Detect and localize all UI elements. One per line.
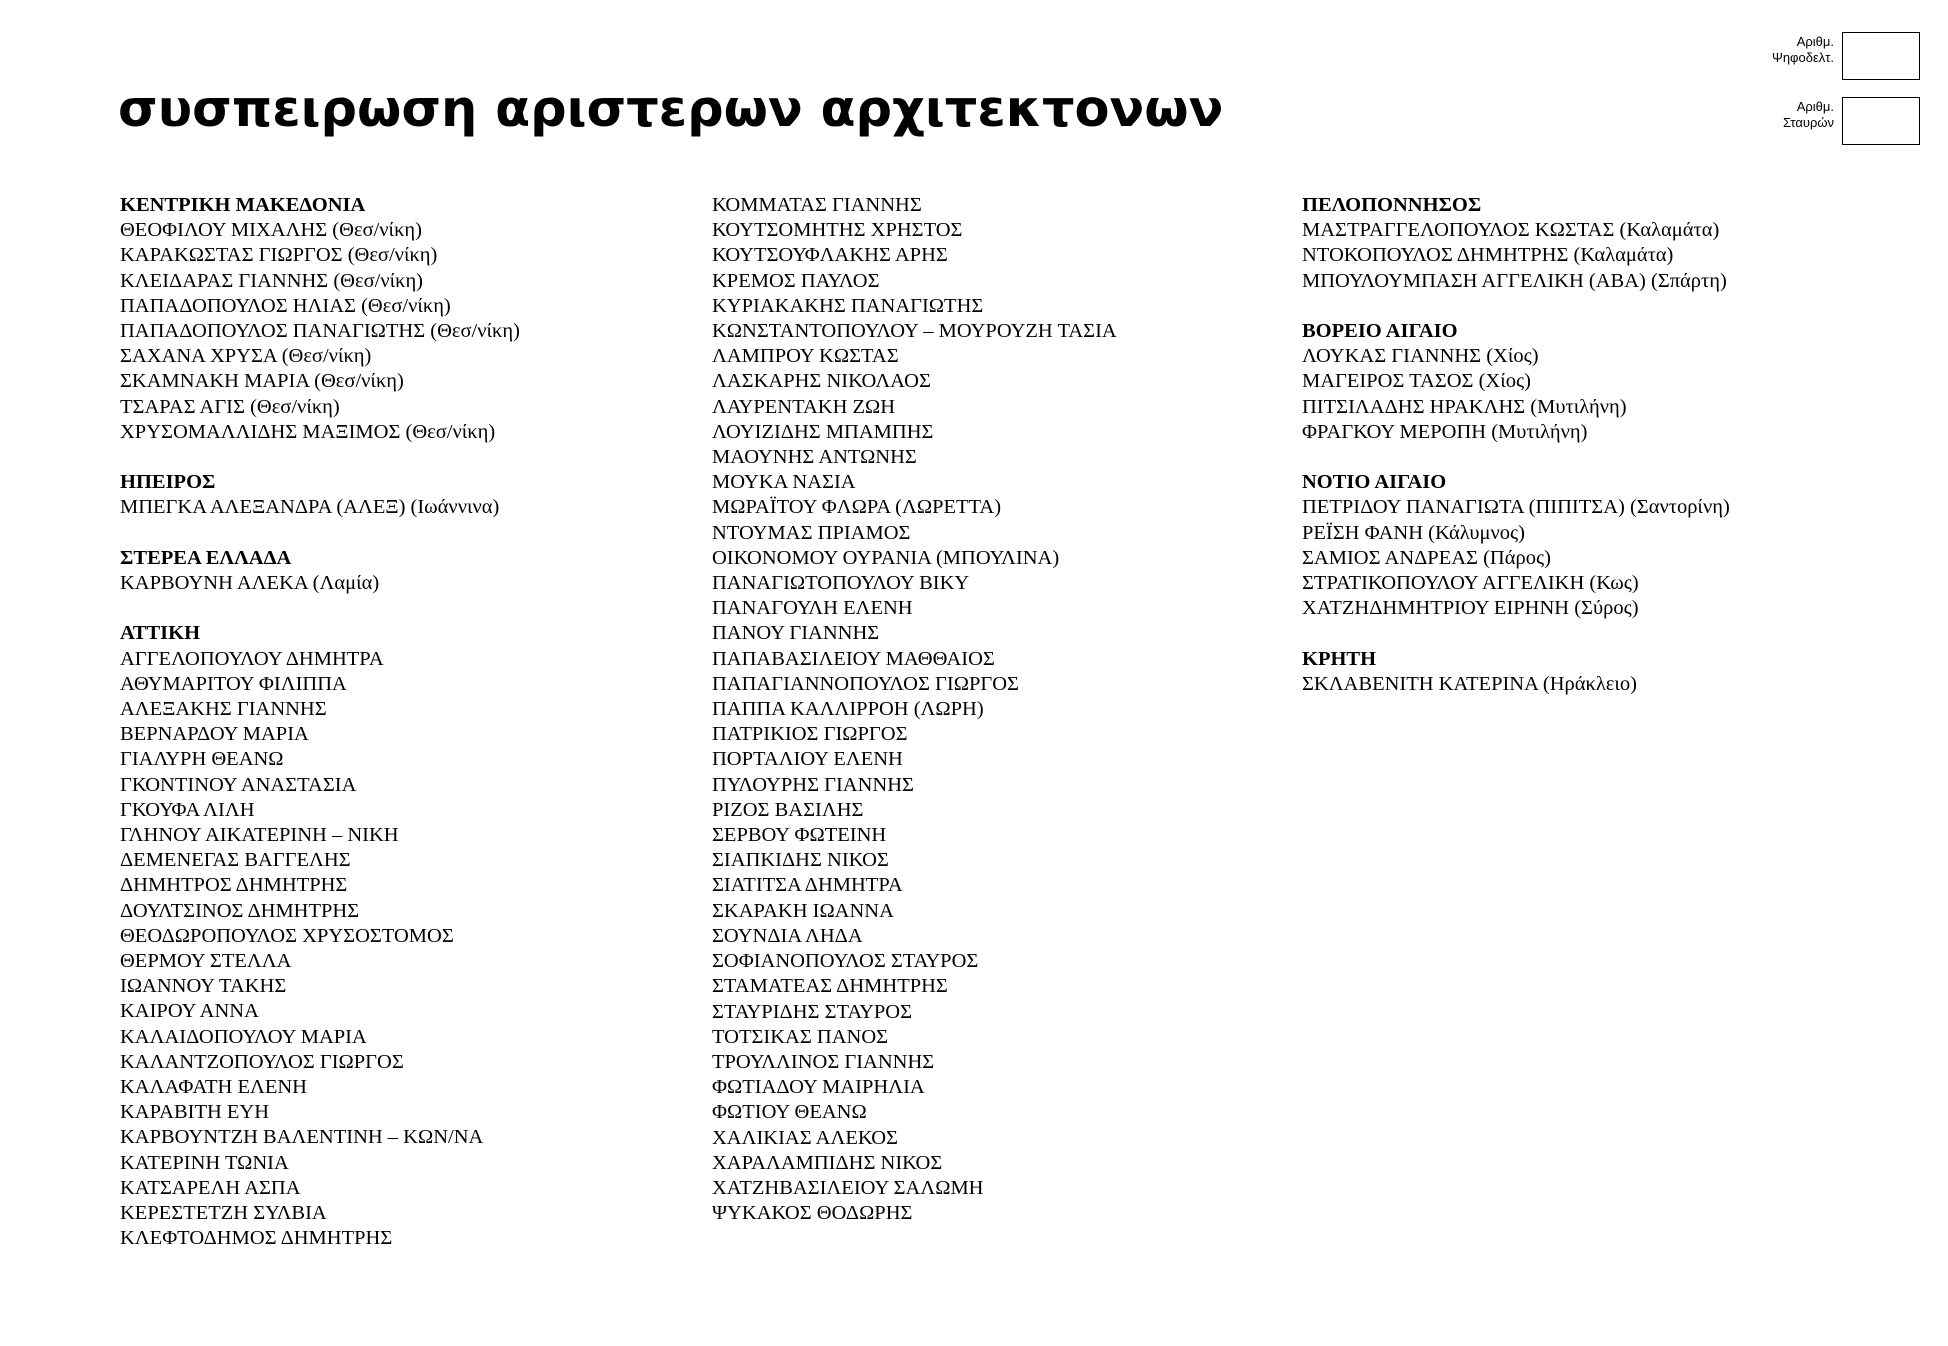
candidate-name: ΤΟΤΣΙΚΑΣ ΠΑΝΟΣ	[712, 1025, 889, 1048]
candidate-name: ΜΑΟΥΝΗΣ ΑΝΤΩΝΗΣ	[712, 446, 917, 469]
region-section	[120, 193, 520, 445]
candidate-name: ΓΚΟΥΦΑ ΛΙΛΗ	[120, 798, 255, 821]
region-title: ΠΕΛΟΠΟΝΝΗΣΟΣ	[1302, 194, 1482, 216]
candidate-name: ΜΑΣΤΡΑΓΓΕΛΟΠΟΥΛΟΣ ΚΩΣΤΑΣ (Καλαμάτα)	[1302, 219, 1720, 242]
candidate-name: ΛΑΥΡΕΝΤΑΚΗ ΖΩΗ	[712, 395, 896, 418]
candidate-name: ΡΕΪΣΗ ΦΑΝΗ (Κάλυμνος)	[1302, 521, 1525, 544]
candidate-name: ΧΑΡΑΛΑΜΠΙΔΗΣ ΝΙΚΟΣ	[712, 1151, 943, 1174]
region-section	[120, 546, 520, 596]
candidate-column-3	[1302, 193, 1730, 722]
candidate-name: ΓΛΗΝΟΥ ΑΙΚΑΤΕΡΙΝΗ – ΝΙΚΗ	[120, 824, 399, 847]
candidate-name: ΚΑΛΑΙΔΟΠΟΥΛΟΥ ΜΑΡΙΑ	[120, 1025, 367, 1048]
candidate-name: ΚΟΜΜΑΤΑΣ ΓΙΑΝΝΗΣ	[712, 194, 922, 216]
candidate-name: ΜΑΓΕΙΡΟΣ ΤΑΣΟΣ (Χίος)	[1302, 370, 1531, 393]
candidate-name: ΚΑΛΑΝΤΖΟΠΟΥΛΟΣ ΓΙΩΡΓΟΣ	[120, 1050, 404, 1073]
candidate-name: ΚΑΙΡΟΥ ΑΝΝΑ	[120, 1000, 259, 1023]
candidate-name: ΜΩΡΑΪΤΟΥ ΦΛΩΡΑ (ΛΩΡΕΤΤΑ)	[712, 496, 1002, 519]
candidate-name: ΦΩΤΙΑΔΟΥ ΜΑΙΡΗΛΙΑ	[712, 1076, 925, 1099]
candidate-name: ΚΩΝΣΤΑΝΤΟΠΟΥΛΟΥ – ΜΟΥΡΟΥΖΗ ΤΑΣΙΑ	[712, 320, 1117, 343]
region-title: ΝΟΤΙΟ ΑΙΓΑΙΟ	[1302, 471, 1447, 494]
candidate-name: ΣΤΑΥΡΙΔΗΣ ΣΤΑΥΡΟΣ	[712, 1000, 913, 1023]
ballot-count-box[interactable]	[1842, 32, 1920, 80]
candidate-name: ΣΚΑΡΑΚΗ ΙΩΑΝΝΑ	[712, 899, 894, 922]
candidate-name: ΛΟΥΙΖΙΔΗΣ ΜΠΑΜΠΗΣ	[712, 420, 934, 443]
candidate-name: ΜΟΥΚΑ ΝΑΣΙΑ	[712, 471, 856, 494]
region-section	[120, 470, 520, 520]
candidate-name: ΚΑΛΑΦΑΤΗ ΕΛΕΝΗ	[120, 1076, 307, 1099]
candidate-name: ΒΕΡΝΑΡΔΟΥ ΜΑΡΙΑ	[120, 723, 309, 746]
candidate-name: ΔΟΥΛΤΣΙΝΟΣ ΔΗΜΗΤΡΗΣ	[120, 899, 360, 922]
candidate-name: ΙΩΑΝΝΟΥ ΤΑΚΗΣ	[120, 975, 287, 998]
cross-count-label	[1783, 99, 1834, 131]
candidate-name: ΧΡΥΣΟΜΑΛΛΙΔΗΣ ΜΑΞΙΜΟΣ (Θεσ/νίκη)	[120, 420, 496, 443]
candidate-name: ΤΣΑΡΑΣ ΑΓΙΣ (Θεσ/νίκη)	[120, 395, 340, 418]
candidate-name: ΝΤΟΥΜΑΣ ΠΡΙΑΜΟΣ	[712, 521, 911, 544]
candidate-name: ΣΕΡΒΟΥ ΦΩΤΕΙΝΗ	[712, 824, 887, 847]
candidate-name: ΧΑΤΖΗΔΗΜΗΤΡΙΟΥ ΕΙΡΗΝΗ (Σύρος)	[1302, 597, 1639, 620]
region-title: ΚΕΝΤΡΙΚΗ ΜΑΚΕΔΟΝΙΑ	[120, 194, 366, 216]
candidate-name: ΔΗΜΗΤΡΟΣ ΔΗΜΗΤΡΗΣ	[120, 874, 348, 897]
candidate-name: ΝΤΟΚΟΠΟΥΛΟΣ ΔΗΜΗΤΡΗΣ (Καλαμάτα)	[1302, 244, 1674, 267]
region-section	[1302, 319, 1730, 445]
candidate-name: ΓΚΟΝΤΙΝΟΥ ΑΝΑΣΤΑΣΙΑ	[120, 773, 357, 796]
candidate-name: ΚΡΕΜΟΣ ΠΑΥΛΟΣ	[712, 269, 880, 292]
candidate-name: ΣΟΥΝΔΙΑ ΛΗΔΑ	[712, 924, 863, 947]
candidate-name: ΠΑΠΑΒΑΣΙΛΕΙΟΥ ΜΑΘΘΑΙΟΣ	[712, 647, 995, 670]
candidate-name: ΘΕΟΦΙΛΟΥ ΜΙΧΑΛΗΣ (Θεσ/νίκη)	[120, 219, 422, 242]
candidate-name: ΠΙΤΣΙΛΑΔΗΣ ΗΡΑΚΛΗΣ (Μυτιλήνη)	[1302, 395, 1627, 418]
candidate-name: ΧΑΛΙΚΙΑΣ ΑΛΕΚΟΣ	[712, 1126, 898, 1149]
region-section	[120, 621, 520, 1251]
candidate-name: ΠΑΝΑΓΟΥΛΗ ΕΛΕΝΗ	[712, 597, 913, 620]
candidate-name: ΣΑΧΑΝΑ ΧΡΥΣΑ (Θεσ/νίκη)	[120, 345, 372, 368]
cross-count-label-text: Αριθμ. Σταυρών	[1782, 99, 1834, 130]
candidate-name: ΠΕΤΡΙΔΟΥ ΠΑΝΑΓΙΩΤΑ (ΠΙΠΙΤΣΑ) (Σαντορίνη)	[1302, 496, 1730, 519]
candidate-name: ΚΑΡΒΟΥΝΗ ΑΛΕΚΑ (Λαμία)	[120, 572, 380, 595]
region-title: ΑΤΤΙΚΗ	[120, 622, 201, 645]
cross-count-box[interactable]	[1842, 97, 1920, 145]
candidate-name: ΤΡΟΥΛΛΙΝΟΣ ΓΙΑΝΝΗΣ	[712, 1050, 935, 1073]
candidate-name: ΠΑΝΟΥ ΓΙΑΝΝΗΣ	[712, 622, 880, 645]
candidate-name: ΠΥΛΟΥΡΗΣ ΓΙΑΝΝΗΣ	[712, 773, 914, 796]
region-section	[1302, 193, 1730, 294]
candidate-name: ΣΚΑΜΝΑΚΗ ΜΑΡΙΑ (Θεσ/νίκη)	[120, 370, 404, 393]
candidate-name: ΜΠΕΓΚΑ ΑΛΕΞΑΝΔΡΑ (ΑΛΕΞ) (Ιωάννινα)	[120, 496, 500, 519]
candidate-name: ΔΕΜΕΝΕΓΑΣ ΒΑΓΓΕΛΗΣ	[120, 849, 351, 872]
candidate-name: ΚΑΤΣΑΡΕΛΗ ΑΣΠΑ	[120, 1176, 301, 1199]
region-title: ΚΡΗΤΗ	[1302, 647, 1377, 670]
candidate-name: ΦΡΑΓΚΟΥ ΜΕΡΟΠΗ (Μυτιλήνη)	[1302, 420, 1588, 443]
region-title: ΒΟΡΕΙΟ ΑΙΓΑΙΟ	[1302, 320, 1458, 342]
candidate-name: ΣΟΦΙΑΝΟΠΟΥΛΟΣ ΣΤΑΥΡΟΣ	[712, 950, 979, 973]
candidate-name: ΚΕΡΕΣΤΕΤΖΗ ΣΥΛΒΙΑ	[120, 1202, 327, 1225]
region-section	[712, 193, 1117, 1226]
ballot-count-label	[1772, 34, 1834, 66]
candidate-name: ΘΕΡΜΟΥ ΣΤΕΛΛΑ	[120, 950, 292, 973]
candidate-name: ΡΙΖΟΣ ΒΑΣΙΛΗΣ	[712, 798, 864, 821]
candidate-name: ΛΑΜΠΡΟΥ ΚΩΣΤΑΣ	[712, 345, 899, 368]
candidate-name: ΚΛΕΙΔΑΡΑΣ ΓΙΑΝΝΗΣ (Θεσ/νίκη)	[120, 269, 424, 292]
candidate-name: ΣΚΛΑΒΕΝΙΤΗ ΚΑΤΕΡΙΝΑ (Ηράκλειο)	[1302, 672, 1637, 695]
candidate-column-2	[712, 193, 1117, 1252]
candidate-name: ΣΙΑΤΙΤΣΑ ΔΗΜΗΤΡΑ	[712, 874, 903, 897]
ballot-count-label-text: Αριθμ. Ψηφοδελτ.	[1771, 34, 1834, 65]
candidate-name: ΣΤΡΑΤΙΚΟΠΟΥΛΟΥ ΑΓΓΕΛΙΚΗ (Κως)	[1302, 572, 1639, 595]
candidate-name: ΦΩΤΙΟΥ ΘΕΑΝΩ	[712, 1101, 867, 1124]
cross-count-field	[1783, 97, 1920, 145]
candidate-name: ΛΟΥΚΑΣ ΓΙΑΝΝΗΣ (Χίος)	[1302, 345, 1539, 368]
candidate-name: ΠΑΤΡΙΚΙΟΣ ΓΙΩΡΓΟΣ	[712, 723, 908, 746]
candidate-column-1	[120, 193, 520, 1277]
candidate-name: ΠΑΝΑΓΙΩΤΟΠΟΥΛΟΥ ΒΙΚΥ	[712, 572, 970, 595]
candidate-name: ΣΤΑΜΑΤΕΑΣ ΔΗΜΗΤΡΗΣ	[712, 975, 948, 998]
candidate-name: ΨΥΚΑΚΟΣ ΘΟΔΩΡΗΣ	[712, 1202, 913, 1225]
candidate-name: ΚΑΡΑΚΩΣΤΑΣ ΓΙΩΡΓΟΣ (Θεσ/νίκη)	[120, 244, 438, 267]
candidate-name: ΚΑΤΕΡΙΝΗ ΤΩΝΙΑ	[120, 1151, 289, 1174]
ballot-count-field	[1772, 32, 1920, 80]
candidate-name: ΠΑΠΑΔΟΠΟΥΛΟΣ ΠΑΝΑΓΙΩΤΗΣ (Θεσ/νίκη)	[120, 320, 520, 343]
candidate-name: ΠΟΡΤΑΛΙΟΥ ΕΛΕΝΗ	[712, 748, 903, 771]
candidate-name: ΠΑΠΠΑ ΚΑΛΛΙΡΡΟΗ (ΛΩΡΗ)	[712, 698, 984, 721]
candidate-name: ΚΑΡΑΒΙΤΗ ΕΥΗ	[120, 1101, 270, 1124]
candidate-name: ΚΛΕΦΤΟΔΗΜΟΣ ΔΗΜΗΤΡΗΣ	[120, 1227, 393, 1250]
candidate-name: ΘΕΟΔΩΡΟΠΟΥΛΟΣ ΧΡΥΣΟΣΤΟΜΟΣ	[120, 924, 454, 947]
region-section	[1302, 470, 1730, 621]
candidate-name: ΣΙΑΠΚΙΔΗΣ ΝΙΚΟΣ	[712, 849, 889, 872]
region-section	[1302, 647, 1730, 697]
candidate-name: ΑΛΕΞΑΚΗΣ ΓΙΑΝΝΗΣ	[120, 698, 327, 721]
candidate-name: ΠΑΠΑΔΟΠΟΥΛΟΣ ΗΛΙΑΣ (Θεσ/νίκη)	[120, 294, 451, 317]
candidate-name: ΚΟΥΤΣΟΥΦΛΑΚΗΣ ΑΡΗΣ	[712, 244, 948, 267]
candidate-name: ΓΙΑΛΥΡΗ ΘΕΑΝΩ	[120, 748, 284, 771]
ballot-title: συσπειρωση αριστερων αρχιτεκτονων	[118, 80, 1224, 139]
candidate-name: ΚΑΡΒΟΥΝΤΖΗ ΒΑΛΕΝΤΙΝΗ – ΚΩΝ/ΝΑ	[120, 1126, 484, 1149]
region-title: ΣΤΕΡΕΑ ΕΛΛΑΔΑ	[120, 546, 292, 569]
candidate-name: ΚΟΥΤΣΟΜΗΤΗΣ ΧΡΗΣΤΟΣ	[712, 219, 963, 242]
candidate-name: ΣΑΜΙΟΣ ΑΝΔΡΕΑΣ (Πάρος)	[1302, 546, 1551, 569]
candidate-name: ΑΓΓΕΛΟΠΟΥΛΟΥ ΔΗΜΗΤΡΑ	[120, 647, 384, 670]
region-title: ΗΠΕΙΡΟΣ	[120, 471, 216, 494]
candidate-name: ΟΙΚΟΝΟΜΟΥ ΟΥΡΑΝΙΑ (ΜΠΟΥΛΙΝΑ)	[712, 546, 1060, 569]
candidate-name: ΧΑΤΖΗΒΑΣΙΛΕΙΟΥ ΣΑΛΩΜΗ	[712, 1176, 984, 1199]
candidate-name: ΠΑΠΑΓΙΑΝΝΟΠΟΥΛΟΣ ΓΙΩΡΓΟΣ	[712, 672, 1019, 695]
candidate-name: ΜΠΟΥΛΟΥΜΠΑΣΗ ΑΓΓΕΛΙΚΗ (ΑΒΑ) (Σπάρτη)	[1302, 269, 1727, 292]
candidate-name: ΚΥΡΙΑΚΑΚΗΣ ΠΑΝΑΓΙΩΤΗΣ	[712, 294, 984, 317]
candidate-name: ΛΑΣΚΑΡΗΣ ΝΙΚΟΛΑΟΣ	[712, 370, 931, 393]
candidate-name: ΑΘΥΜΑΡΙΤΟΥ ΦΙΛΙΠΠΑ	[120, 672, 347, 695]
